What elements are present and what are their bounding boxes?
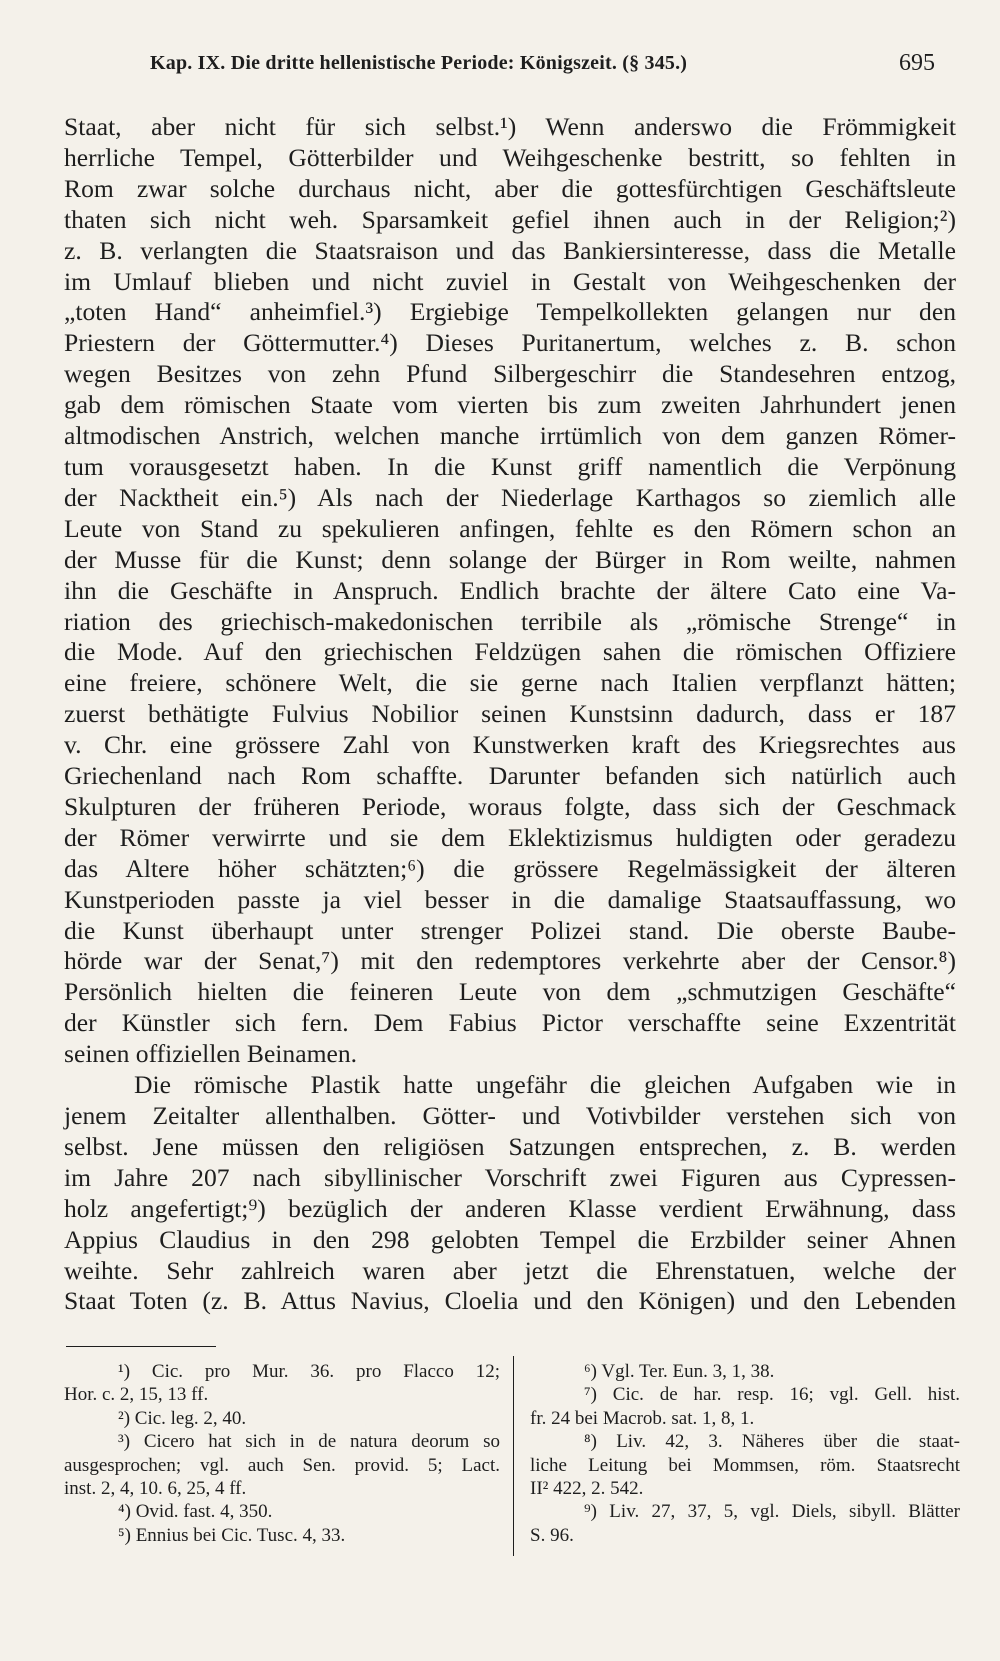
footnote-line: fr. 24 bei Macrob. sat. 1, 8, 1. (530, 1407, 755, 1429)
footnote-line: ⁵) Ennius bei Cic. Tusc. 4, 33. (118, 1524, 346, 1546)
footnote-line: ⁶) Vgl. Ter. Eun. 3, 1, 38. (584, 1361, 775, 1382)
text-line: Persönlich hielten die feineren Leute von dem „schmutzigen Geschäfte“ (64, 977, 956, 1007)
footnote-line: ⁸) Liv. 42, 3. Näheres über die staat- (584, 1431, 960, 1453)
footnote-line: inst. 2, 4, 10. 6, 25, 4 ff. (64, 1478, 247, 1500)
footnote-line: liche Leitung bei Mommsen, röm. Staatsrecht (530, 1454, 960, 1476)
footnote-line: ⁴) Ovid. fast. 4, 350. (118, 1501, 273, 1523)
text-line: wegen Besitzes von zehn Pfund Silbergeschirr die Standesehren entzog, (64, 359, 956, 389)
text-line: Die römische Plastik hatte ungefähr die gleichen Aufgaben wie in (134, 1070, 956, 1100)
text-line: gab dem römischen Staate vom vierten bis zum zweiten Jahrhundert jenen (64, 390, 956, 420)
body-text (64, 112, 956, 1317)
text-line: hörde war der Senat,⁷) mit den redemptores verkehrte aber der Censor.⁸) (64, 946, 956, 976)
footnote-line: S. 96. (530, 1524, 574, 1546)
text-line: Skulpturen der früheren Periode, woraus folgte, dass sich der Geschmack (64, 791, 956, 821)
text-line: holz angefertigt;⁹) bezüglich der anderen Klasse verdient Erwähnung, dass (64, 1193, 956, 1223)
text-line: Staat Toten (z. B. Attus Navius, Cloelia und den Königen) und den Lebenden (64, 1286, 956, 1316)
text-line: der Musse für die Kunst; denn solange der Bürger in Rom weilte, nahmen (64, 544, 956, 574)
page-number: 695 (899, 50, 935, 76)
text-line: weihte. Sehr zahlreich waren aber jetzt die Ehrenstatuen, welche der (64, 1255, 956, 1285)
text-line: riation des griechisch-makedonischen terribile als „römische Strenge“ in (64, 606, 956, 636)
text-line: „toten Hand“ anheimfiel.³) Ergiebige Tempelkollekten gelangen nur den (64, 297, 956, 327)
footnote-line: ³) Cicero hat sich in de natura deorum so (118, 1431, 500, 1453)
footnote-line: ⁷) Cic. de har. resp. 16; vgl. Gell. hist. (584, 1384, 960, 1406)
text-line: thaten sich nicht weh. Sparsamkeit gefiel ihnen auch in der Religion;²) (64, 204, 956, 234)
footnote-line: II² 422, 2. 542. (530, 1478, 644, 1500)
footnote-rule (66, 1346, 216, 1347)
text-line: das Altere höher schätzten;⁶) die grössere Regelmässigkeit der älteren (64, 853, 956, 883)
text-line: der Römer verwirrte und sie dem Eklektizismus huldigten oder geradezu (64, 822, 956, 852)
text-line: die Mode. Auf den griechischen Feldzügen sahen die römischen Offiziere (64, 637, 956, 667)
footnote-line: ¹) Cic. pro Mur. 36. pro Flacco 12; (118, 1361, 500, 1382)
text-line: zuerst bethätigte Fulvius Nobilior seinen Kunstsinn dadurch, dass er 187 (64, 699, 956, 729)
text-line: Priestern der Göttermutter.⁴) Dieses Puritanertum, welches z. B. schon (64, 328, 956, 358)
text-line: im Jahre 207 nach sibyllinischer Vorschrift zwei Figuren aus Cypressen- (64, 1162, 956, 1192)
text-line: Appius Claudius in den 298 gelobten Tempel die Erzbilder seiner Ahnen (64, 1224, 956, 1254)
text-line: v. Chr. eine grössere Zahl von Kunstwerken kraft des Kriegsrechtes aus (64, 730, 956, 760)
footnote-line: Hor. c. 2, 15, 13 ff. (64, 1384, 209, 1406)
text-line: Griechenland nach Rom schaffte. Darunter befanden sich natürlich auch (64, 761, 956, 791)
text-line: die Kunst überhaupt unter strenger Polizei stand. Die oberste Baube- (64, 915, 956, 945)
text-line: jenem Zeitalter allenthalben. Götter- und Votivbilder verstehen sich von (64, 1101, 956, 1130)
text-line: tum vorausgesetzt haben. In die Kunst griff namentlich die Verpönung (64, 451, 956, 481)
footnotes-left-column (64, 1360, 500, 1547)
footnotes-right-column (530, 1360, 960, 1547)
text-line: Rom zwar solche durchaus nicht, aber die gottesfürchtigen Geschäftsleute (64, 173, 956, 203)
text-line: eine freiere, schönere Welt, die sie gerne nach Italien verpflanzt hätten; (64, 668, 956, 698)
text-line: selbst. Jene müssen den religiösen Satzungen entsprechen, z. B. werden (64, 1131, 956, 1161)
text-line: herrliche Tempel, Götterbilder und Weihgeschenke bestritt, so fehlten in (64, 142, 956, 172)
page-header (150, 52, 935, 84)
footnote-column-divider (513, 1356, 514, 1556)
text-line: ihn die Geschäfte in Anspruch. Endlich brachte der ältere Cato eine Va- (64, 575, 956, 605)
footnote-line: ⁹) Liv. 27, 37, 5, vgl. Diels, sibyll. Blätter (584, 1501, 960, 1523)
text-line: der Nacktheit ein.⁵) Als nach der Niederlage Karthagos so ziemlich alle (64, 482, 956, 512)
text-line: altmodischen Anstrich, welchen manche irrtümlich von dem ganzen Römer- (64, 421, 956, 451)
text-line: z. B. verlangten die Staatsraison und das Bankiersinteresse, dass die Metalle (64, 235, 956, 265)
text-line: im Umlauf blieben und nicht zuviel in Gestalt von Weihgeschenken der (64, 266, 956, 296)
text-line: Leute von Stand zu spekulieren anfingen, fehlte es den Römern schon an (64, 513, 956, 543)
running-head: Kap. IX. Die dritte hellenistische Periode: Königszeit. (§ 345.) (150, 52, 688, 74)
text-line: Staat, aber nicht für sich selbst.¹) Wenn anderswo die Frömmigkeit (64, 112, 956, 141)
text-line: der Künstler sich fern. Dem Fabius Pictor verschaffte seine Exzentrität (64, 1008, 956, 1038)
footnote-line: ²) Cic. leg. 2, 40. (118, 1407, 247, 1429)
text-line: Kunstperioden passte ja viel besser in die damalige Staatsauffassung, wo (64, 884, 956, 914)
text-line: seinen offiziellen Beinamen. (64, 1039, 358, 1069)
footnote-line: ausgesprochen; vgl. auch Sen. provid. 5; Lact. (64, 1454, 500, 1476)
